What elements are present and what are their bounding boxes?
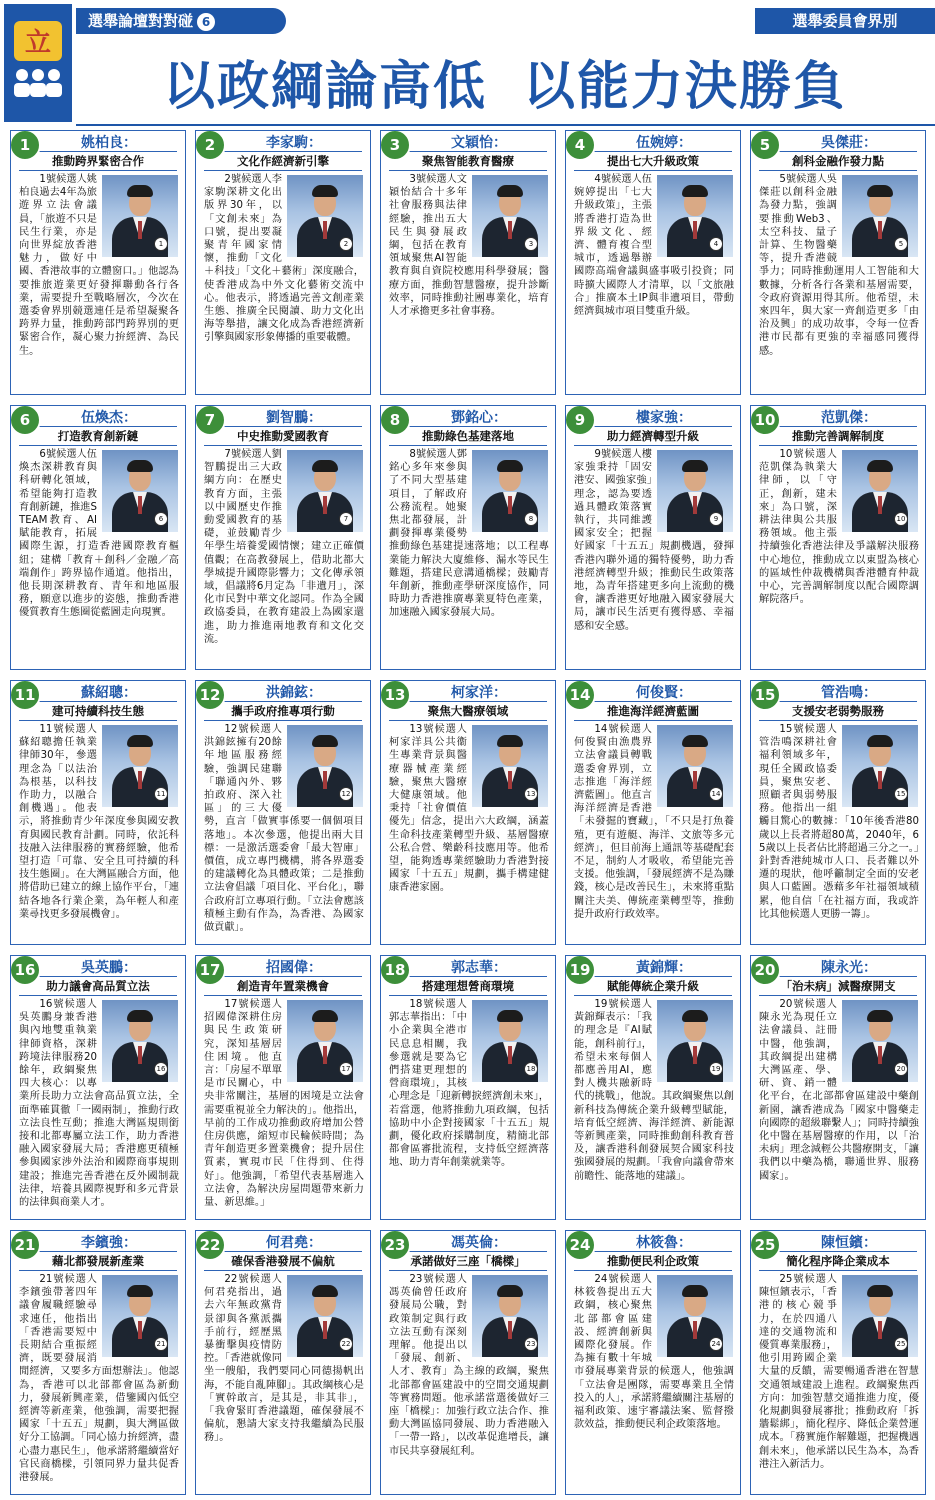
headline xyxy=(80,40,930,122)
candidate-number-tag: 25 xyxy=(894,1337,908,1351)
candidate-card xyxy=(195,1230,371,1495)
candidate-slogan: 助力經濟轉型升級 xyxy=(574,426,732,446)
candidate-text xyxy=(19,723,179,940)
candidate-text xyxy=(204,998,364,1215)
candidate-number-badge: 3 xyxy=(380,130,411,161)
candidate-name: 何俊賢： xyxy=(636,685,692,701)
party-logo-icon xyxy=(4,4,72,122)
candidate-number-tag: 13 xyxy=(524,787,538,801)
candidate-number-badge: 8 xyxy=(380,405,411,436)
candidate-slogan: 推動完善調解制度 xyxy=(759,426,917,446)
candidate-text xyxy=(204,723,364,940)
candidate-slogan: 承諾做好三座「橋樑」 xyxy=(389,1251,547,1271)
candidate-slogan: 「治未病」減醫療開支 xyxy=(759,976,917,996)
candidate-body: 5號候選人吳傑莊以創科金融為發力點，強調要推動Web3、太空科技、量子計算、生物醫藥等，提升香港競爭力；同時推動運用人工智能和大數據，分析各行各業和基層需要，令政府資源用得其所。他希望，未來四年，與大家一齊創造更多「由治及興」的成功故事，令每一位香港市民都有更強的幸福感同獲得感。 xyxy=(759,174,919,357)
candidate-text xyxy=(574,998,734,1215)
candidate-number-tag: 9 xyxy=(709,512,723,526)
section-tag: 選舉委員會界別 xyxy=(755,8,935,34)
candidate-card xyxy=(750,680,926,945)
headline-left: 以政綱論高低 xyxy=(162,55,487,117)
candidate-body: 3號候選人文穎怡結合十多年社會服務與法律經驗，推出五大民生與發展政綱，包括在教育領域聚焦AI智能教育與自資院校應用科學發展；醫療方面，推動智慧醫療，提升診斷效率，同時推動社團專業化，培育人才承擔更多社會事務。 xyxy=(389,174,549,318)
candidate-number-badge: 15 xyxy=(750,680,781,711)
candidate-name: 管浩鳴： xyxy=(821,685,877,701)
candidate-number-badge: 17 xyxy=(195,955,226,986)
candidate-body: 25號候選人陳恒鑌表示，「香港的核心競爭力，在於四通八達的交通物流和優質專業服務」，他引用跨國企業大量的反饋，需要暢通香港在智慧交通領域建設上進程。政綱聚焦西方向：加強智慧交通推進力度，優化規劃與發展審批；推動政府「拆牆鬆綁」，簡化程序、降低企業營運成本。「務實施作解難題，把握機遇創未來」，他承諾以民生為本，為香港注入新活力。 xyxy=(759,1274,919,1470)
series-bar xyxy=(76,8,286,34)
candidate-name: 文穎怡： xyxy=(451,135,507,151)
series-label: 選舉論壇對對碰 xyxy=(88,12,194,30)
candidate-slogan: 搭建理想營商環境 xyxy=(389,976,547,996)
candidate-card xyxy=(565,405,741,670)
candidate-number-badge: 18 xyxy=(380,955,411,986)
candidate-text xyxy=(389,1273,549,1490)
candidate-slogan: 支援安老弱勢服務 xyxy=(759,701,917,721)
candidate-number-tag: 7 xyxy=(339,512,353,526)
candidate-name: 蘇紹聰： xyxy=(81,685,137,701)
candidate-number-tag: 16 xyxy=(154,1062,168,1076)
candidate-card xyxy=(195,405,371,670)
page-header xyxy=(0,0,935,128)
series-number: 6 xyxy=(197,13,215,31)
candidate-number-tag: 23 xyxy=(524,1337,538,1351)
candidate-body: 15號候選人管浩鳴深耕社會福利領域多年，現任全國政協委員，聚焦安老、照顧者與弱勢服務。他指出一組觸目驚心的數據：「10年後香港80歲以上長者將超80萬，2040年，65歲以上長者佔比將超過三分之一。」針對香港純城市人口、長者難以外遷的現狀，他呼籲制定全面的安老與人口藍圖。憑藉多年社福領域積累，他自信「在社福方面，我或許比其他候選人更勝一籌」。 xyxy=(759,724,919,920)
candidate-card xyxy=(565,955,741,1220)
candidate-name: 伍婉婷： xyxy=(636,135,692,151)
candidate-slogan: 助力議會高品質立法 xyxy=(19,976,177,996)
candidate-card xyxy=(195,130,371,395)
candidate-card xyxy=(750,405,926,670)
candidate-number-tag: 10 xyxy=(894,512,908,526)
candidate-card xyxy=(10,405,186,670)
candidate-name: 吳傑莊： xyxy=(821,135,877,151)
candidate-card xyxy=(565,1230,741,1495)
candidate-name: 林筱魯： xyxy=(636,1235,692,1251)
candidate-name: 陳恒鑌： xyxy=(821,1235,877,1251)
candidate-name: 馮英倫： xyxy=(451,1235,507,1251)
candidate-number-tag: 17 xyxy=(339,1062,353,1076)
candidate-card xyxy=(750,1230,926,1495)
candidate-name: 何君堯： xyxy=(266,1235,322,1251)
candidate-body: 8號候選人鄧銘心多年來參與了不同大型基建項目，了解政府公務流程。她聚焦北都發展，計劃發揮專業優勢推動綠色基建提速落地；以工程專業能力解決大廈維修、漏水等民生難題，搭建民意溝通橋樑；鼓勵青年創新，推動產學研深度協作，同時助力香港推廣專業夏特色產業，加速融入國家發展大局。 xyxy=(389,449,549,619)
candidate-name: 鄧銘心： xyxy=(451,410,507,426)
candidate-number-tag: 12 xyxy=(339,787,353,801)
candidate-number-tag: 1 xyxy=(154,237,168,251)
candidate-number-badge: 21 xyxy=(10,1230,41,1261)
candidate-body: 23號候選人馮英倫曾任政府發展局公職，對政策制定與行政立法互動有深刻理解。他提出以「發展、創新、人才、教育」為主線的政綱，聚焦北部都會區建設中的空間交通規劃等實務問題。他承諾當選後做好三座「橋樑」：加強行政立法合作、推動大灣區協同發展、助力香港融入「一帶一路」，以改革促進增長，讓市民共享發展紅利。 xyxy=(389,1274,549,1457)
candidate-text xyxy=(759,998,919,1215)
candidate-body: 13號候選人柯家洋具公共衞生專業背景與醫療器械產業經驗，聚焦大醫療大健康領域。他秉持「社會價值優先」信念，提出六大政綱，涵蓋生命科技產業轉型升級、基層醫療公私合營、樂齡科技應用等。他希望，能夠透專業經驗助力香港對接國家「十五五」規劃，攜手構建健康香港家園。 xyxy=(389,724,549,894)
candidate-slogan: 推動跨界緊密合作 xyxy=(19,151,177,171)
candidate-slogan: 創造青年置業機會 xyxy=(204,976,362,996)
candidate-body: 24號候選人林筱魯提出五大政綱，核心聚焦北部都會區建設、經濟創新與國際化發展。作為擁有數十年城市發展專業背景的候選人，他強調「立法會是團隊，需要專業且全情投入的人」，承諾將繼續關注基層的福利政策、速宇審議法案、監督撥款效益，推動便民利企政策落地。 xyxy=(574,1274,734,1431)
candidate-name: 柯家洋： xyxy=(451,685,507,701)
candidate-slogan: 推動綠色基建落地 xyxy=(389,426,547,446)
candidate-slogan: 建可持續科技生態 xyxy=(19,701,177,721)
candidate-slogan: 攜手政府推專項行動 xyxy=(204,701,362,721)
candidate-slogan: 打造教育創新鏈 xyxy=(19,426,177,446)
candidate-name: 李鑌強： xyxy=(81,1235,137,1251)
candidate-name: 伍煥杰： xyxy=(81,410,137,426)
candidate-card xyxy=(750,130,926,395)
candidate-slogan: 創科金融作發力點 xyxy=(759,151,917,171)
candidate-number-badge: 2 xyxy=(195,130,226,161)
candidate-card xyxy=(750,955,926,1220)
candidate-number-tag: 3 xyxy=(524,237,538,251)
svg-text:立: 立 xyxy=(24,28,52,58)
candidate-text xyxy=(389,723,549,940)
candidate-slogan: 中史推動愛國教育 xyxy=(204,426,362,446)
candidate-number-tag: 8 xyxy=(524,512,538,526)
candidate-name: 招國偉： xyxy=(266,960,322,976)
candidate-name: 陳永光： xyxy=(821,960,877,976)
candidate-name: 吳英鵬： xyxy=(81,960,137,976)
candidate-body: 16號候選人吳英鵬身兼香港與內地雙重執業律師資格，深耕跨境法律服務20餘年，政綱聚焦四大核心：以專業所長助力立法會高品質立法，全面準確貫徹「一國兩制」，推動行政立法良性互動；推進大灣區規則銜接和北都專屬立法工作，助力香港融入國家發展大局；香港應更積極參與國家涉外法治和國際商事規則建設；推進完善香港在反外國制裁法律，培養具國際視野和多元背景的法律與商業人才。 xyxy=(19,999,179,1209)
candidate-card xyxy=(380,680,556,945)
headline-right: 以能力決勝負 xyxy=(523,55,848,117)
candidate-slogan: 提出七大升級政策 xyxy=(574,151,732,171)
candidate-number-badge: 6 xyxy=(10,405,41,436)
candidate-slogan: 簡化程序降企業成本 xyxy=(759,1251,917,1271)
candidate-text xyxy=(574,173,734,390)
candidate-text xyxy=(574,448,734,665)
candidate-slogan: 聚焦智能教育醫療 xyxy=(389,151,547,171)
candidate-number-badge: 19 xyxy=(565,955,596,986)
candidate-body: 21號候選人李鑌強帶著四年議會履職經驗尋求連任，他指出「香港需要短中長期結合重振經濟，既要發展消閒經濟，又要多方面想辦法」。他認為，香港可以北部都會區為新動力，發展新興產業，借鑒國內低空經濟等新產業，他強調，需要把握國家「十五五」規劃，與大灣區做好分工協調。「同心協力拚經濟，盡心盡力惠民生」，他承諾將繼續當好官民商橋樑，引領同界力量共促香港發展。 xyxy=(19,1274,179,1484)
candidate-number-tag: 2 xyxy=(339,237,353,251)
candidate-text xyxy=(574,723,734,940)
candidate-number-badge: 24 xyxy=(565,1230,596,1261)
candidate-text xyxy=(19,173,179,390)
candidate-slogan: 賦能傳統企業升級 xyxy=(574,976,732,996)
candidate-name: 李家駒： xyxy=(266,135,322,151)
candidate-body: 18號候選人郭志華指出：「中小企業與全港市民息息相關，我參選就是要為它們搭建更理想的營商環境」，其核心理念是「迎新轉捩經濟創未來」，若當選，他將推動九項政綱，包括協助中小企對接國家「十五五」規劃，優化政府採購制度，精簡北部都會區審批流程，支持低空經濟落地、助力青年創業就業等。 xyxy=(389,999,549,1169)
candidate-number-badge: 9 xyxy=(565,405,596,436)
candidate-name: 劉智鵬： xyxy=(266,410,322,426)
header-divider xyxy=(76,124,935,126)
candidate-number-badge: 13 xyxy=(380,680,411,711)
candidate-slogan: 推動便民利企政策 xyxy=(574,1251,732,1271)
candidate-card xyxy=(565,130,741,395)
candidate-number-tag: 20 xyxy=(894,1062,908,1076)
candidate-text xyxy=(759,1273,919,1490)
candidate-body: 12號候選人洪錦鉉擁有20餘年地區服務經驗，強調民建聯「聯通內外、夥拍政府、深入社區」的三大優勢，直言「做實事係要一個個項目落地」。本次參選，他提出兩大目標：一是激活選委會「最大智庫」價值，成立專門機構，將各界選委的建議轉化為具體政策；二是推動立法會倡議「項目化、平台化」，聯合政府訂立專項行動。「立法會應該積極主動有作為，為香港、為國家做貢獻」。 xyxy=(204,724,364,934)
candidate-number-badge: 1 xyxy=(10,130,41,161)
candidate-card xyxy=(10,680,186,945)
candidate-name: 洪錦鉉： xyxy=(266,685,322,701)
candidate-text xyxy=(389,998,549,1215)
candidate-name: 黃錦輝： xyxy=(636,960,692,976)
candidate-text xyxy=(389,448,549,665)
candidate-body: 14號候選人何俊賢由漁農界立法會議員轉戰選委會界別，立志推進「海洋經濟藍圖」。他直言海洋經濟是香港「未發掘的寶藏」，「不只是打魚養殖，更有遊艇、海洋、文旅等多元經濟」，但目前海上通訊等基礎配套不足，制約人才吸收，希望能完善支援。他強調，「發展經濟不是為賺錢，核心是改善民生」，未來將重點關注夫美、傳統產業轉型等，推動提升政府行政效率。 xyxy=(574,724,734,920)
candidate-card xyxy=(380,405,556,670)
candidate-card xyxy=(380,955,556,1220)
candidate-body: 11號候選人蘇紹聰擔任執業律師30年，參選理念為「以法治為根基，以科技作助力，以融合創機遇」。他表示，將推動青少年深度參與國安教育與國民教育計劃。同時，依託科技融入法律服務的實務經驗，他希望打造「可靠、安全且可持續的科技生態圈」。在大灣區融合方面，他將借助已建立的線上協作平台，「連結各地各行業企業，為年輕人和產業尋找更多發展機會」。 xyxy=(19,724,179,920)
candidate-number-tag: 24 xyxy=(709,1337,723,1351)
candidate-body: 2號候選人李家駒深耕文化出版界30年，以「文創未來」為口號，提出要凝聚青年國家情懷，推動「文化＋科技」「文化＋藝術」深度融合，使香港成為中外文化藝術交流中心。他表示，將透過完善文創產業生態、推廣全民閱讀、助力文化出海等舉措，讓文化成為香港經濟新引擎與國家形象傳播的重要載體。 xyxy=(204,174,364,344)
candidate-number-badge: 10 xyxy=(750,405,781,436)
candidate-body: 19號候選人黃錦輝表示：「我的理念是『AI賦能，創科前行』，希望未來每個人都應善用AI，應對人機共融新時代的挑戰」，他說。其政綱聚焦以創新科技為傳統企業升級轉型賦能，培育低空經濟、海洋經濟、新能源等新興產業，同時推動創科教育普及，讓香港科創發展契合國家科技強國發展的規劃。「我會向議會帶來前瞻性、能落地的建議」。 xyxy=(574,999,734,1182)
candidate-slogan: 聚焦大醫療領域 xyxy=(389,701,547,721)
candidate-number-badge: 20 xyxy=(750,955,781,986)
candidate-card xyxy=(10,1230,186,1495)
candidate-number-badge: 5 xyxy=(750,130,781,161)
candidate-text xyxy=(204,448,364,665)
candidate-slogan: 藉北都發展新產業 xyxy=(19,1251,177,1271)
candidate-card xyxy=(380,130,556,395)
candidate-card xyxy=(10,955,186,1220)
candidate-number-tag: 14 xyxy=(709,787,723,801)
candidate-number-badge: 4 xyxy=(565,130,596,161)
candidate-name: 范凱傑： xyxy=(821,410,877,426)
candidate-text xyxy=(759,448,919,665)
candidate-grid xyxy=(10,130,930,1495)
candidate-name: 郭志華： xyxy=(451,960,507,976)
candidate-body: 4號候選人伍婉婷提出「七大升級政策」，主張將香港打造為世界級文化、經濟、體育複合型城市，透過舉辦國際高端會議與盛事吸引投資；同時擴大國際人才清單，以「文旅融合」推廣本土IP與非遺項目，帶動經濟與城市項目雙重升級。 xyxy=(574,174,734,318)
candidate-number-tag: 5 xyxy=(894,237,908,251)
candidate-number-badge: 14 xyxy=(565,680,596,711)
candidate-body: 6號候選人伍煥杰深耕教育與科研轉化領域，希望能夠打造教育創新鏈，推進STEAM教育、AI賦能教育，拓展國際生源，打造香港國際教育樞紐；建構「教育＋創科／金融／高端創作」跨界協作通道。他指出，他長期深耕教育、青年和地區服務，願意以進步的姿態，推動香港優質教育生態圈從藍圖走向現實。 xyxy=(19,449,179,619)
candidate-text xyxy=(19,1273,179,1490)
candidate-body: 1號候選人姚柏良過去4年為旅遊界立法會議員，「旅遊不只是民生行業，亦是向世界綻放香港魅力，做好中國、香港故事的立體窗口。」他認為要推旅遊業更好發揮聯動各行各業，需要提升至戰略層次，今次在選委會界別競選連任是希望凝聚各跨界力量，推動跨部門跨界別的更緊密合作，凝心聚力拚經濟、為民生。 xyxy=(19,174,179,357)
candidate-name: 樓家強： xyxy=(636,410,692,426)
candidate-text xyxy=(19,998,179,1215)
candidate-card xyxy=(195,955,371,1220)
candidate-card xyxy=(565,680,741,945)
candidate-card xyxy=(10,130,186,395)
candidate-slogan: 推進海洋經濟藍圖 xyxy=(574,701,732,721)
candidate-slogan: 文化作經濟新引擎 xyxy=(204,151,362,171)
candidate-number-tag: 18 xyxy=(524,1062,538,1076)
candidate-number-tag: 22 xyxy=(339,1337,353,1351)
candidate-number-badge: 22 xyxy=(195,1230,226,1261)
candidate-number-badge: 23 xyxy=(380,1230,411,1261)
candidate-text xyxy=(19,448,179,665)
candidate-text xyxy=(389,173,549,390)
candidate-text xyxy=(204,1273,364,1490)
candidate-body: 9號候選人樓家強秉持「固安港安、國強家強」理念，認為要透過具體政策落實執行，共同維護國家安全；把握好國家「十五五」規劃機遇，發揮香港內聯外通的獨特優勢，助力香港經濟轉型升級；推動民生政策落地，為青年搭建更多向上流動的機會，讓香港更好地融入國家發展大局，讓市民生活更有獲得感、幸福感和安全感。 xyxy=(574,449,734,632)
candidate-number-badge: 25 xyxy=(750,1230,781,1261)
candidate-number-tag: 19 xyxy=(709,1062,723,1076)
candidate-number-tag: 6 xyxy=(154,512,168,526)
candidate-number-badge: 12 xyxy=(195,680,226,711)
candidate-number-tag: 4 xyxy=(709,237,723,251)
candidate-number-tag: 21 xyxy=(154,1337,168,1351)
candidate-body: 10號候選人范凱傑為執業大律師，以「守正，創新，建未來」為口號，深耕法律與公共服務領域。他主張持續強化香港法律及爭議解決服務中心地位，推動成立以東盟為核心的區域性仲裁機構與香港體育仲裁中心，完善調解制度以配合國際調解院落戶。 xyxy=(759,449,919,606)
candidate-text xyxy=(759,173,919,390)
candidate-name: 姚柏良： xyxy=(81,135,137,151)
candidate-text xyxy=(204,173,364,390)
candidate-card xyxy=(380,1230,556,1495)
candidate-text xyxy=(574,1273,734,1490)
candidate-body: 17號候選人招國偉深耕住房與民生政策研究，深知基層居住困境。他直言：「房屋不單單是市民關心，中央非常關注，基層的困境是立法會需要重視並全力解決的」。他指出，早前的工作成功推動政府增加公營住房供應，縮短市民輪候時間；為青年創造更多置業機會；提升居住質素，實現市民「住得到、住得好」。他強調，「希望代表基層進入立法會，為解決房屋問題帶來新力量、新思維。」 xyxy=(204,999,364,1209)
candidate-number-badge: 7 xyxy=(195,405,226,436)
candidate-number-badge: 11 xyxy=(10,680,41,711)
candidate-slogan: 確保香港發展不偏航 xyxy=(204,1251,362,1271)
candidate-body: 7號候選人劉智鵬提出三大政綱方向：在歷史教育方面，主張以中國歷史作推動愛國教育的基礎，並鼓勵青少年學生培養愛國情懷；建立正確價值觀；在高教發展上，借助北都大學城提升國際影響力；文化傳承領域，倡議將6月定為「非遺月」，深化市民對中華文化認同。作為全國政協委員，在教育建設上為國家還進，助力推進兩地教育和文化交流。 xyxy=(204,449,364,645)
candidate-number-tag: 11 xyxy=(154,787,168,801)
candidate-number-badge: 16 xyxy=(10,955,41,986)
candidate-card xyxy=(195,680,371,945)
candidate-body: 20號候選人陳永光為現任立法會議員、註冊中醫，他強調，其政綱提出建構大灣區產、學、研、資、銷一體化平台，在北部都會區建設中藥創新園，讓香港成為「國家中醫藥走向國際的超級聯繫人」；同時持續強化中醫在基層醫療的作用，以「治未病」理念減輕公共醫療開支，「讓我們以中藥為橋，聯通世界、服務國家」。 xyxy=(759,999,919,1182)
candidate-number-tag: 15 xyxy=(894,787,908,801)
candidate-text xyxy=(759,723,919,940)
candidate-body: 22號候選人何君堯指出，過去六年無政黨背景卻與各黨派攜手前行，經歷黑暴衝擊與疫情防控。「香港就像同坐一艘船，我們要同心同德揚帆出海，不能自亂陣腳」。其政綱核心是「實幹敢言，是其是，非其非」，「我會緊盯香港議題，確保發展不偏航，懇請大家支持我繼續為民服務」。 xyxy=(204,1274,364,1444)
